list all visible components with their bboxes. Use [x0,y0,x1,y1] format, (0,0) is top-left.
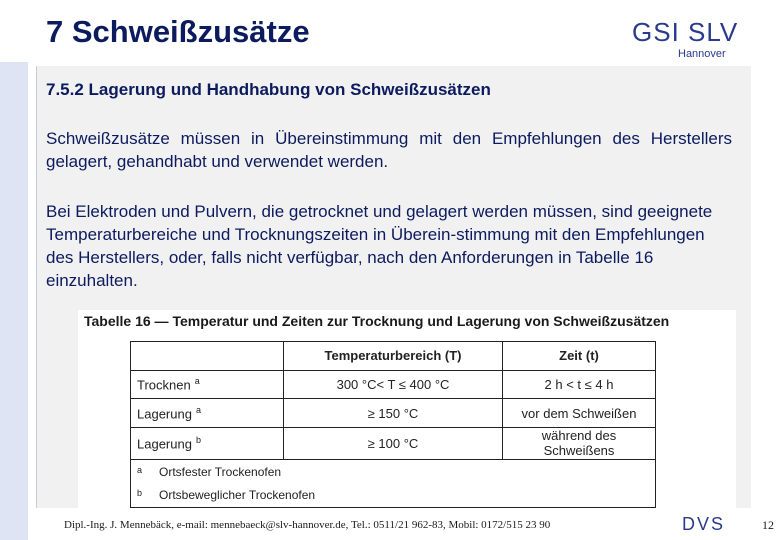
paragraph-drying: Bei Elektroden und Pulvern, die getrocknet und gelagert werden müssen, sind geeignete Temperaturbereiche und Trocknungszeiten in Überein-stimmung mit den Empfehlungen des Herstellers, oder, falls nicht verfügbar, nach den Anforderungen in Tabelle 16 einzuhalten. [46,202,713,290]
header-empty [131,342,284,371]
table-row [131,399,656,428]
footer-contact: Dipl.-Ing. J. Mennebäck, e-mail: mennebaeck@slv-hannover.de, Tel.: 0511/21 962-83, Mobil: 0172/515 23 90 [64,519,551,531]
note-text: Ortsfester Trockenofen [159,464,282,479]
row-label [131,428,284,460]
table-row [131,370,656,399]
row-label-text: Lagerung [137,406,192,422]
logo-main-text: GSI SLV [632,17,739,47]
table-row [131,428,656,460]
left-decor-band [0,0,28,540]
row-temperature: ≥ 150 °C [284,399,503,428]
table-caption: Tabelle 16 — Temperatur und Zeiten zur Trocknung und Lagerung von Schweißzusätzen [84,313,670,329]
footnote-mark: a [194,376,200,387]
gsi-slv-logo [632,18,744,62]
note-mark: b [137,488,143,499]
section-heading: 7.5.2 Lagerung und Handhabung von Schweißzusätzen [46,80,491,99]
footnote-mark: b [195,435,201,446]
footnote-mark: a [195,405,201,416]
dvs-logo: DVS [682,514,726,534]
table-16 [78,310,736,508]
table-note [131,459,656,483]
table-note-row [131,483,656,507]
row-label [131,370,284,399]
drying-storage-table [130,341,656,508]
row-time: während des Schweißens [503,428,656,460]
row-label [131,399,284,428]
table-note [131,483,656,507]
row-time: vor dem Schweißen [503,399,656,428]
note-text: Ortsbeweglicher Trockenofen [159,488,316,503]
slide-title: 7 Schweißzusätze [46,14,310,49]
table-header-row [131,342,656,371]
row-label-text: Lagerung [137,436,192,452]
header-temperature: Temperaturbereich (T) [284,342,503,371]
row-time: 2 h < t ≤ 4 h [503,370,656,399]
header-time: Zeit (t) [503,342,656,371]
page-number: 12 [762,518,774,532]
row-temperature: 300 °C< T ≤ 400 °C [284,370,503,399]
paragraph-storage: Schweißzusätze müssen in Übereinstimmung mit den Empfehlungen des Herstellers gelagert, gehandhabt und verwendet werden. [46,129,732,171]
table-note-row [131,459,656,483]
note-mark: a [137,464,143,475]
row-label-text: Trocknen [137,377,191,393]
logo-sub-text: Hannover [678,48,726,60]
row-temperature: ≥ 100 °C [284,428,503,460]
